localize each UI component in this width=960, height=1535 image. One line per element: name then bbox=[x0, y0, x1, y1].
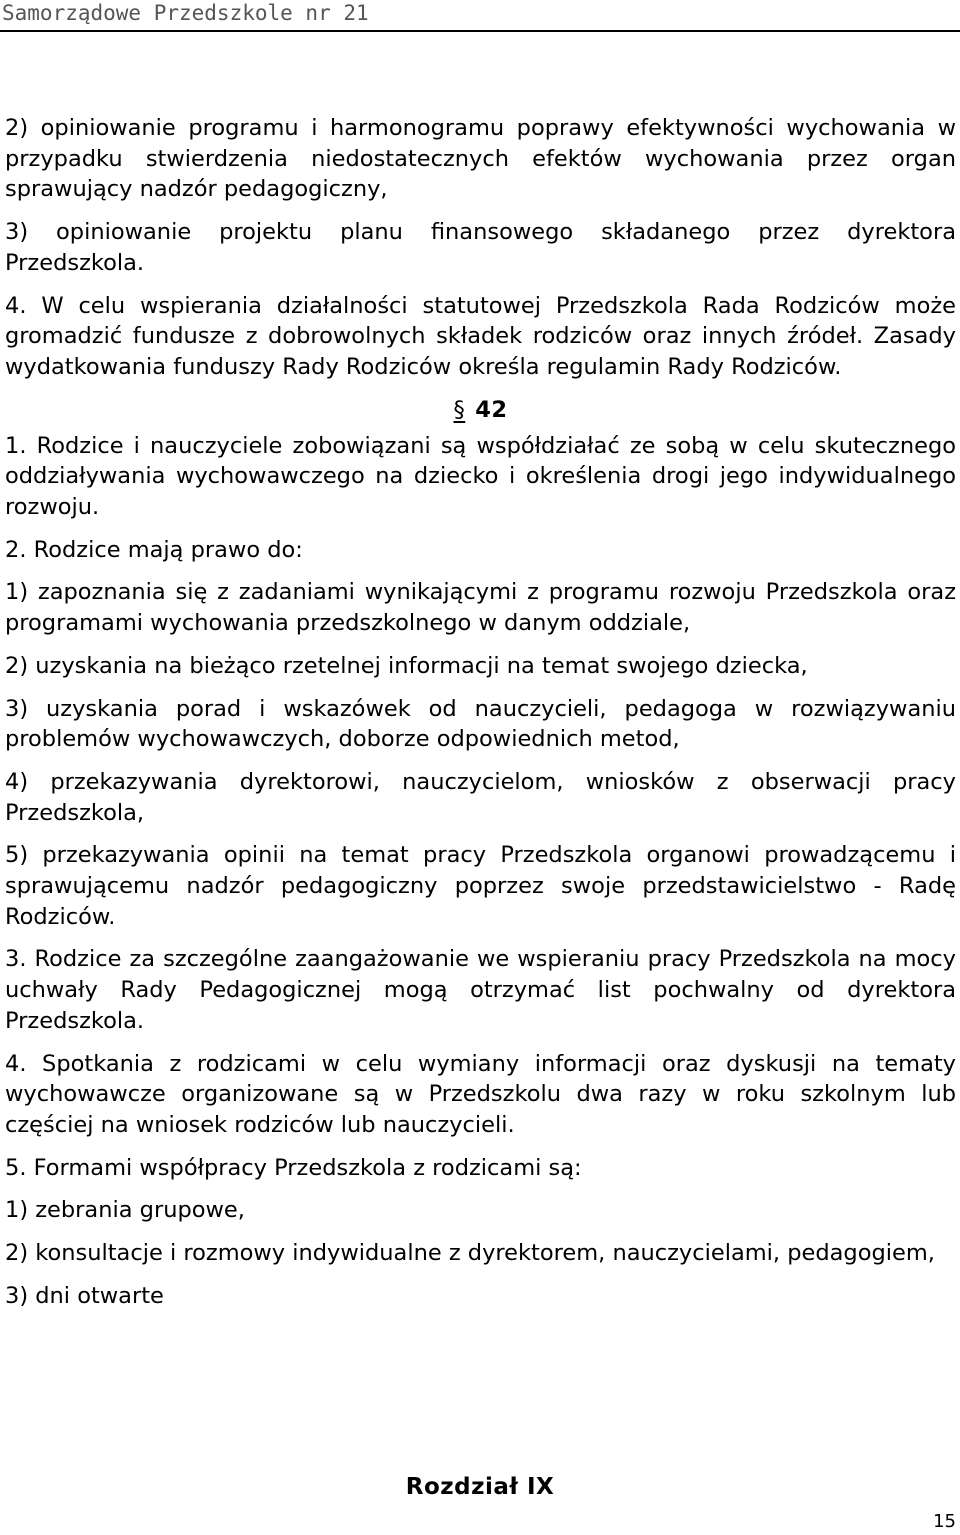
paragraph: 3) opiniowanie projektu planu finansowego składanego przez dyrektora Przedszkola. bbox=[5, 219, 956, 276]
list-item: 2) konsultacje i rozmowy indywidualne z dyrektorem, nauczycielami, pedagogiem, bbox=[5, 1240, 935, 1267]
list-item: 1) zapoznania się z zadaniami wynikającymi z programu rozwoju Przedszkola oraz programami wychowania przedszkolnego w danym oddziale, bbox=[5, 579, 956, 637]
list-item: 3) uzyskania porad i wskazówek od nauczycieli, pedagoga w rozwiązywaniu problemów wychowawczych, doborze odpowiednich metod, bbox=[5, 695, 956, 753]
paragraph: 1. Rodzice i nauczyciele zobowiązani są współdziałać ze sobą w celu skutecznego oddziaływania wychowawczego na dziecko i określenia drogi jego indywidualnego rozwoju. bbox=[5, 432, 956, 521]
paragraph: 4. Spotkania z rodzicami w celu wymiany informacji oraz dyskusji na tematy wychowawcze organizowane są w Przedszkolu dwa razy w roku szkolnym lub częściej na wniosek rodziców lub nauczycieli. bbox=[5, 1050, 956, 1138]
header-divider bbox=[0, 30, 960, 32]
page-number: 15 bbox=[933, 1511, 956, 1532]
document-body bbox=[5, 113, 956, 1324]
section-heading bbox=[5, 395, 956, 425]
paragraph: 4. W celu wspierania działalności statutowej Przedszkola Rada Rodziców może gromadzić fundusze z dobrowolnych składek rodziców oraz innych źródeł. Zasady wydatkowania funduszy Rady Rodziców określa regulamin Rady Rodziców. bbox=[5, 292, 956, 380]
chapter-heading: Rozdział IX bbox=[405, 1474, 555, 1500]
section-number: 42 bbox=[475, 396, 508, 423]
section-sign: § bbox=[453, 396, 466, 423]
list-item: 2) uzyskania na bieżąco rzetelnej informacji na temat swojego dziecka, bbox=[5, 652, 808, 679]
paragraph: 2. Rodzice mają prawo do: bbox=[5, 536, 303, 563]
list-item: 1) zebrania grupowe, bbox=[5, 1197, 245, 1224]
paragraph: 5. Formami współpracy Przedszkola z rodzicami są: bbox=[5, 1154, 582, 1181]
list-item: 4) przekazywania dyrektorowi, nauczycielom, wniosków z obserwacji pracy Przedszkola, bbox=[5, 768, 956, 826]
list-item: 3) dni otwarte bbox=[5, 1282, 164, 1309]
paragraph: 3. Rodzice za szczególne zaangażowanie we wspieraniu pracy Przedszkola na mocy uchwały Rady Pedagogicznej mogą otrzymać list pochwalny od dyrektora Przedszkola. bbox=[5, 946, 956, 1034]
list-item: 5) przekazywania opinii na temat pracy Przedszkola organowi prowadzącemu i sprawującemu nadzór pedagogiczny poprzez swoje przedstawicielstwo - Radę Rodziców. bbox=[5, 842, 956, 930]
paragraph: 2) opiniowanie programu i harmonogramu poprawy efektywności wychowania w przypadku stwierdzenia niedostatecznych efektów wychowania przez organ sprawujący nadzór pedagogiczny, bbox=[5, 115, 956, 203]
document-header-title: Samorządowe Przedszkole nr 21 bbox=[2, 1, 369, 25]
